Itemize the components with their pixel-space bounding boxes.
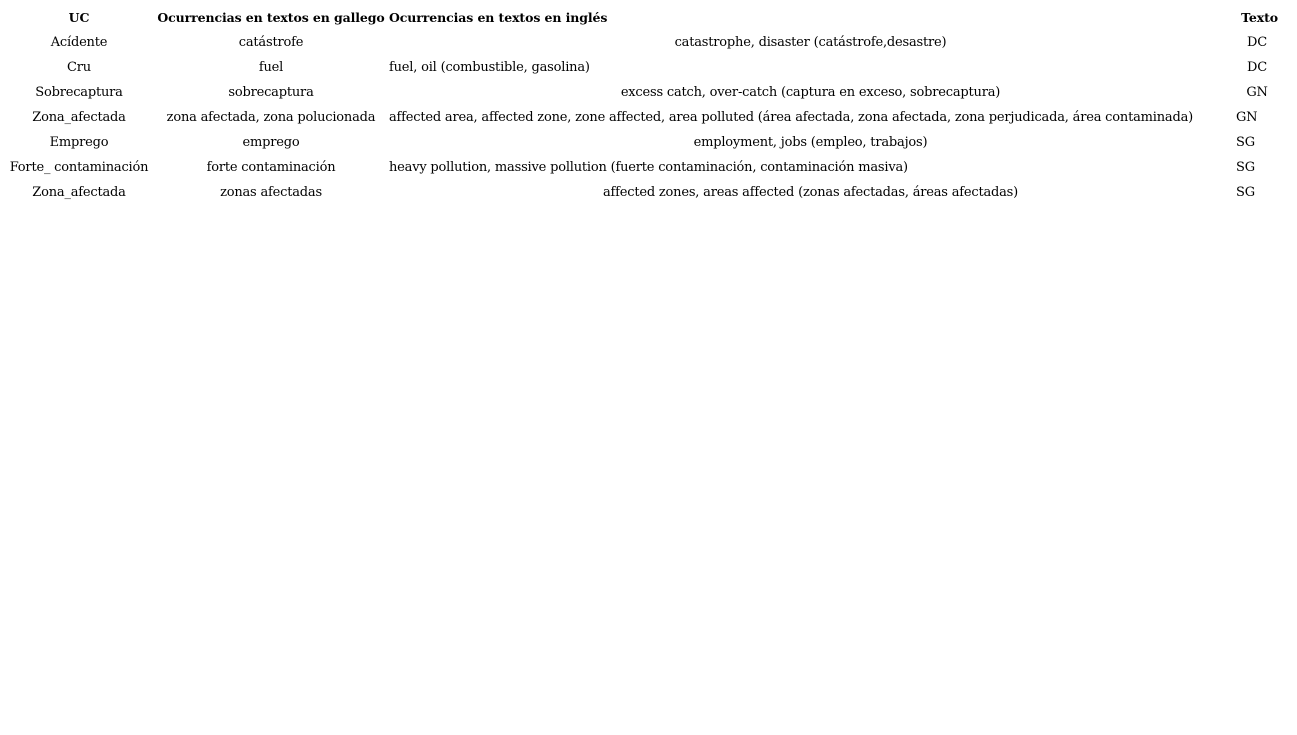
cell-text: DC <box>1247 60 1267 75</box>
cell-galician: fuel <box>258 60 284 75</box>
table-row <box>3 155 1280 180</box>
cell-english: catastrophe, disaster (catástrofe,desastre) <box>674 35 947 50</box>
table-row <box>3 55 1280 80</box>
table-row <box>3 180 1280 205</box>
cell-uc: Forte_ contaminación <box>9 160 149 175</box>
cell-galician: zonas afectadas <box>220 185 322 200</box>
cell-text: DC <box>1247 35 1267 50</box>
table-header-row <box>3 5 1280 30</box>
table-row <box>3 80 1280 105</box>
cell-text: SG <box>1236 185 1255 200</box>
cell-english: employment, jobs (empleo, trabajos) <box>693 135 928 150</box>
cell-text: GN <box>1236 110 1258 125</box>
header-galician-occurrences: Ocurrencias en textos en gallego <box>157 10 385 25</box>
cell-english: heavy pollution, massive pollution (fuerte contaminación, contaminación masiva) <box>389 160 908 175</box>
cell-uc: Zona_afectada <box>32 110 126 125</box>
header-text: Texto <box>1241 10 1278 25</box>
table-row <box>3 30 1280 55</box>
cell-galician: emprego <box>242 135 300 150</box>
cell-text: GN <box>1246 85 1268 100</box>
cell-english: affected area, affected zone, zone affected, area polluted (área afectada, zona afectada, zona perjudicada, área contaminada) <box>389 110 1193 125</box>
table-row <box>3 130 1280 155</box>
header-uc: UC <box>68 10 90 25</box>
table-row <box>3 105 1280 130</box>
cell-text: SG <box>1236 160 1255 175</box>
cell-uc: Emprego <box>49 135 109 150</box>
cell-text: SG <box>1236 135 1255 150</box>
cell-english: affected zones, areas affected (zonas afectadas, áreas afectadas) <box>602 185 1019 200</box>
cell-uc: Acídente <box>50 35 108 50</box>
cell-uc: Zona_afectada <box>32 185 126 200</box>
cell-galician: sobrecaptura <box>228 85 314 100</box>
cell-uc: Cru <box>67 60 91 75</box>
cell-galician: zona afectada, zona polucionada <box>166 110 376 125</box>
cell-english: excess catch, over-catch (captura en exceso, sobrecaptura) <box>620 85 1001 100</box>
cell-galician: catástrofe <box>238 35 304 50</box>
cell-uc: Sobrecaptura <box>35 85 123 100</box>
header-english-occurrences: Ocurrencias en textos en inglés <box>389 10 608 25</box>
terminology-table <box>3 5 1280 205</box>
cell-english: fuel, oil (combustible, gasolina) <box>389 60 590 75</box>
cell-galician: forte contaminación <box>206 160 336 175</box>
